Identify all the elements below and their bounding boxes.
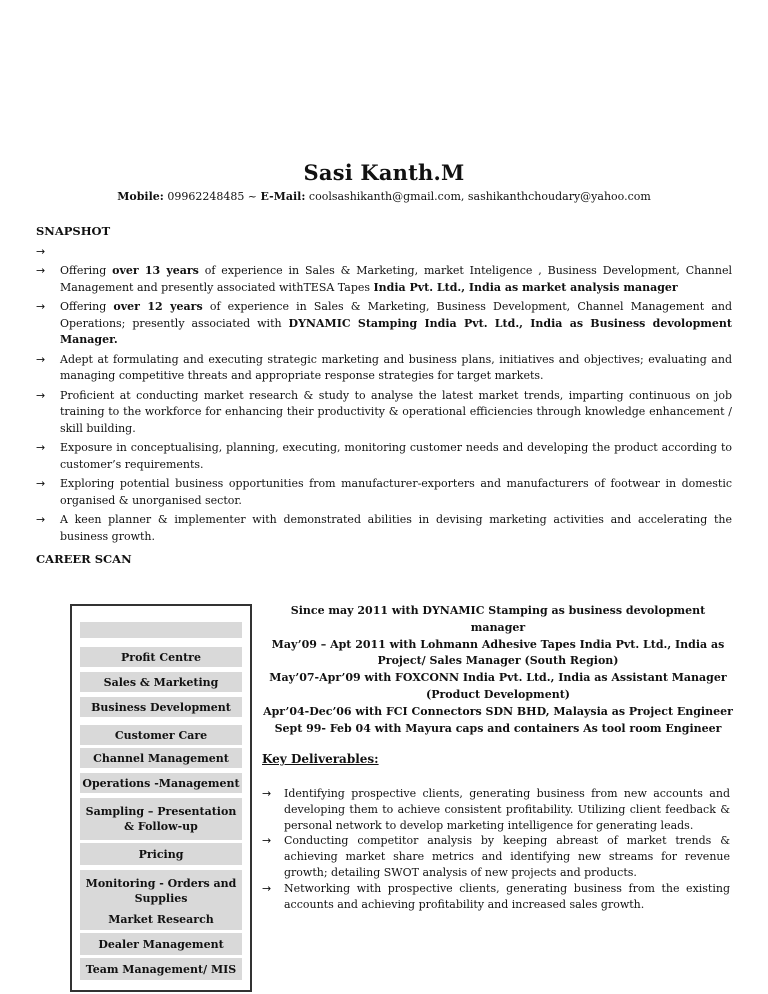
bullet-text: Adept at formulating and executing strategic marketing and business plans, initiatives and objectives; evaluating and managing competitive threats and appropriate response strategies for target markets.: [60, 352, 732, 382]
career-line: Project/ Sales Manager (South Region): [377, 654, 619, 668]
snapshot-bullet: [36, 440, 732, 473]
career-scan-heading: CAREER SCAN: [36, 552, 132, 566]
arrow-bullet-icon: →: [262, 881, 272, 895]
deliverable-bullet: [262, 833, 730, 880]
arrow-bullet-icon: →: [36, 352, 46, 366]
sidebar-skill-item: Operations -Management: [80, 773, 242, 793]
sidebar-skill-item: Market Research: [80, 908, 242, 930]
snapshot-bullet: [36, 263, 732, 296]
sidebar-skill-item: Pricing: [80, 843, 242, 865]
key-deliverables-heading: Key Deliverables:: [262, 752, 379, 766]
sidebar-skill-item: Dealer Management: [80, 933, 242, 955]
career-history: [262, 603, 734, 737]
arrow-bullet-icon: →: [262, 787, 272, 800]
bullet-text: A keen planner & implementer with demonstrated abilities in devising marketing activities and accelerating the business growth.: [60, 513, 732, 543]
sidebar-skill-item: [80, 622, 242, 638]
contact-line: [0, 190, 768, 203]
career-line: (Product Development): [426, 687, 570, 701]
deliverable-bullet: [262, 786, 730, 833]
email-label: E-Mail:: [260, 190, 306, 203]
career-line: May’07-Apr’09 with FOXCONN India Pvt. Ltd., India as Assistant Manager: [269, 671, 727, 685]
bullet-bold-text: DYNAMIC Stamping India Pvt. Ltd., India as Business devolopment Manager.: [60, 316, 732, 346]
snapshot-heading: SNAPSHOT: [36, 224, 111, 238]
candidate-name: Sasi Kanth.M: [303, 160, 465, 185]
arrow-bullet-icon: →: [36, 441, 46, 454]
sidebar-skill-item: Profit Centre: [80, 647, 242, 667]
arrow-bullet-icon: →: [36, 513, 46, 526]
bullet-text: Offering: [60, 300, 114, 313]
key-deliverables-list: [262, 786, 730, 912]
sidebar-skill-item: Sales & Marketing: [80, 672, 242, 692]
sidebar-skill-item: Business Development: [80, 697, 242, 717]
arrow-bullet-icon: →: [36, 477, 46, 490]
snapshot-bullet: [36, 244, 732, 260]
sidebar-skill-item: Channel Management: [80, 748, 242, 768]
sidebar-skill-item: Customer Care: [80, 725, 242, 745]
arrow-bullet-icon: →: [262, 834, 272, 848]
snapshot-bullet: [36, 476, 732, 509]
bullet-bold-text: India Pvt. Ltd., India as market analysis manager: [373, 280, 678, 294]
contact-separator: ~: [244, 190, 261, 203]
career-line: Since may 2011 with DYNAMIC Stamping as business devolopment manager: [290, 604, 706, 634]
bullet-text: Exposure in conceptualising, planning, executing, monitoring customer needs and developing the product according to customer’s requirements.: [60, 441, 732, 471]
deliverable-text: Conducting competitor analysis by keeping abreast of market trends & achieving market share metrics and identifying new streams for revenue growth; detailing SWOT analysis of new projects and products.: [284, 834, 730, 879]
snapshot-bullet: [36, 299, 732, 349]
mobile-number: 09962248485: [167, 190, 245, 203]
mobile-label: Mobile:: [117, 190, 164, 203]
bullet-text: Exploring potential business opportunities from manufacturer-exporters and manufacturers of footwear in domestic organised & unorganised sector.: [60, 477, 732, 507]
snapshot-bullet: [36, 352, 732, 385]
arrow-bullet-icon: →: [36, 388, 46, 402]
bullet-bold-text: over 12 years: [113, 300, 203, 313]
snapshot-list: [36, 244, 732, 548]
sidebar-skill-item: Sampling – Presentation & Follow-up: [80, 798, 242, 840]
sidebar-skill-item: Monitoring - Orders and Supplies: [80, 870, 242, 912]
bullet-bold-text: over 13 years: [112, 264, 199, 277]
email-addresses: coolsashikanth@gmail.com, sashikanthchoudary@yahoo.com: [308, 190, 651, 203]
deliverable-text: Identifying prospective clients, generating business from new accounts and developing them to achieve consistent profitability. Utilizing client feedback & personal network to develop marketing intelligence for generating leads.: [284, 787, 730, 832]
career-line: Apr’04-Dec’06 with FCI Connectors SDN BHD, Malaysia as Project Engineer: [263, 704, 733, 718]
snapshot-bullet: [36, 512, 732, 545]
deliverable-text: Networking with prospective clients, generating business from the existing accounts and achieving profitability and increased sales growth.: [284, 881, 730, 911]
bullet-text: of experience in Sales & Marketing, market Inteligence , Business Development, Channel Management and presently associated withTESA Tapes: [60, 264, 732, 294]
snapshot-bullet: [36, 388, 732, 438]
arrow-bullet-icon: →: [36, 245, 46, 258]
deliverable-bullet: [262, 881, 730, 913]
skills-sidebar: [70, 604, 252, 992]
bullet-text: of experience in Sales & Marketing, Business Development, Channel Management and Operations; presently associated with: [60, 300, 733, 330]
arrow-bullet-icon: →: [36, 264, 46, 277]
career-line: May’09 – Apt 2011 with Lohmann Adhesive Tapes India Pvt. Ltd., India as: [271, 637, 725, 651]
career-line: Sept 99- Feb 04 with Mayura caps and containers As tool room Engineer: [274, 721, 722, 735]
sidebar-skill-item: Team Management/ MIS: [80, 958, 242, 980]
bullet-text: Proficient at conducting market research & study to analyse the latest market trends, imparting continuous on job training to the workforce for enhancing their productivity & operational efficiencies through knowledge enhancement / skill building.: [60, 388, 732, 435]
bullet-text: Offering: [60, 264, 113, 277]
arrow-bullet-icon: →: [36, 300, 46, 313]
